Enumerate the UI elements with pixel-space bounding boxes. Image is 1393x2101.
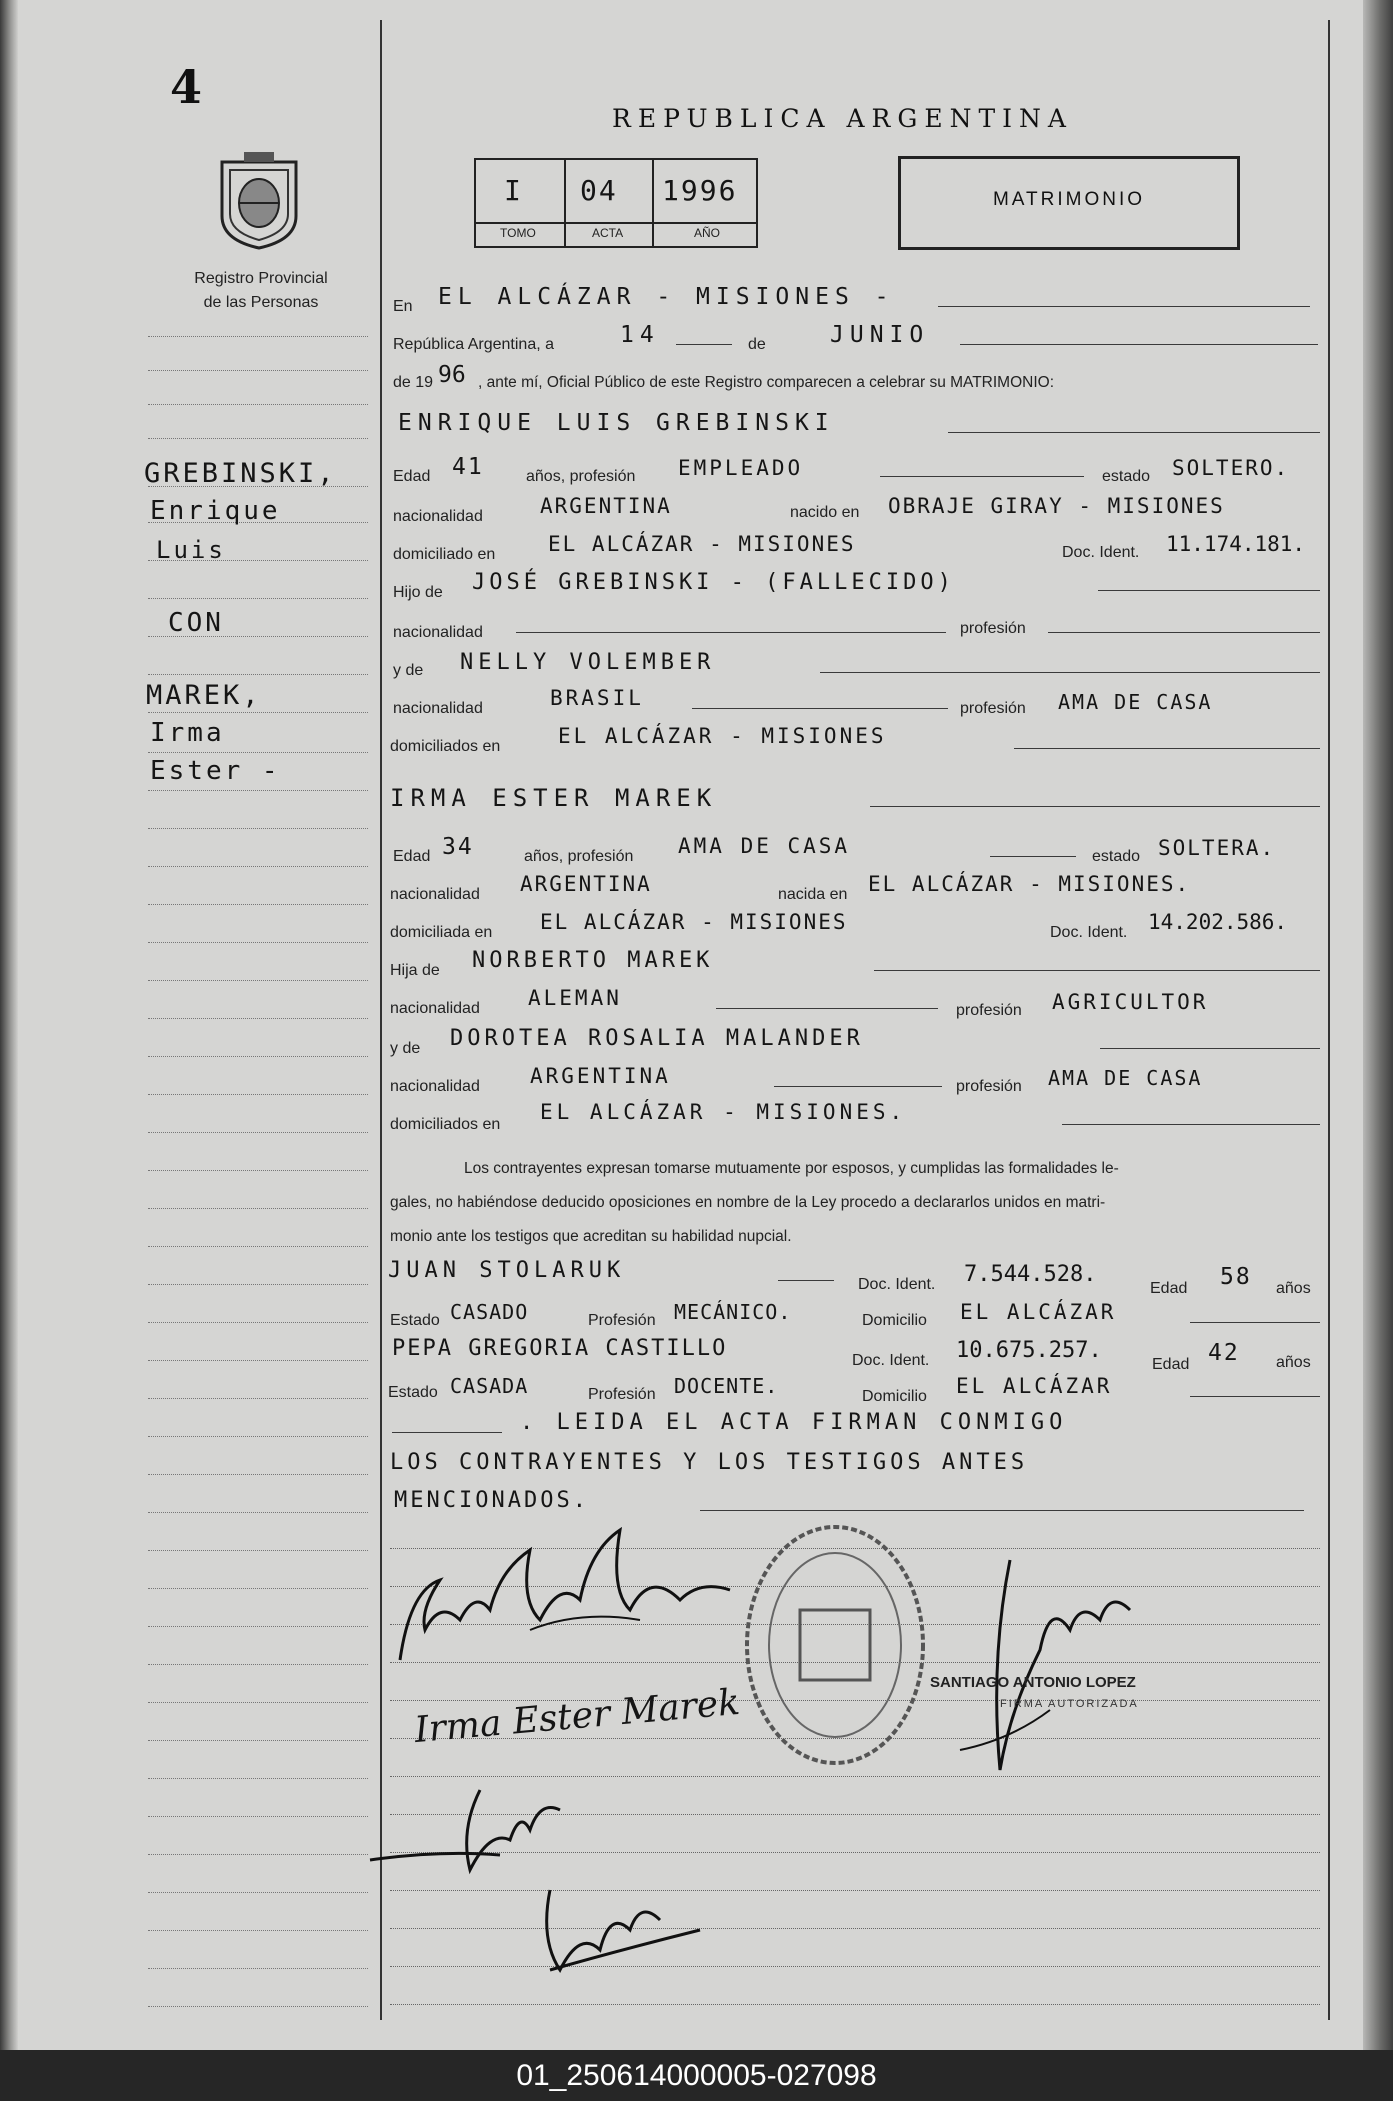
- stamp-name: SANTIAGO ANTONIO LOPEZ: [930, 1674, 1136, 1691]
- margin-first2: Irma: [150, 718, 225, 748]
- bride-edad-label: Edad: [393, 848, 431, 865]
- bride-mother-nac-label: nacionalidad: [390, 1078, 480, 1095]
- groom-nac-label: nacionalidad: [393, 508, 483, 525]
- groom-nacido-label: nacido en: [790, 504, 860, 521]
- groom-mother-prof-label: profesión: [960, 700, 1026, 717]
- bride-parents-domicile: EL ALCÁZAR - MISIONES.: [540, 1100, 907, 1124]
- bride-birthplace: EL ALCÁZAR - MISIONES.: [868, 872, 1191, 896]
- groom-doc-label: Doc. Ident.: [1062, 544, 1140, 561]
- declaration-line3: monio ante los testigos que acreditan su habilidad nupcial.: [390, 1228, 792, 1245]
- republica-label: República Argentina, a: [393, 336, 554, 353]
- intro-text: , ante mí, Oficial Público de este Registro comparecen a celebrar su MATRIMONIO:: [478, 374, 1055, 391]
- groom-doc: 11.174.181.: [1166, 532, 1306, 556]
- bride-dom-label: domiciliada en: [390, 924, 493, 941]
- bride-father-nac-label: nacionalidad: [390, 1000, 480, 1017]
- groom-mother-nationality: BRASIL: [550, 686, 644, 710]
- groom-mother-label: y de: [393, 662, 424, 679]
- groom-signature: [380, 1510, 740, 1680]
- page-right-edge: [1363, 0, 1393, 2050]
- official-stamp: [740, 1520, 930, 1770]
- groom-father-prof-label: profesión: [960, 620, 1026, 637]
- tomo-label: TOMO: [500, 226, 536, 240]
- stamp-title: FIRMA AUTORIZADA: [1000, 1698, 1139, 1710]
- groom-mother-profession: AMA DE CASA: [1058, 690, 1213, 714]
- witness2-doc-label: Doc. Ident.: [852, 1352, 930, 1369]
- groom-prof-label: años, profesión: [526, 468, 636, 485]
- margin-surname: GREBINSKI,: [144, 458, 337, 489]
- witness2-prof-label: Profesión: [588, 1386, 656, 1403]
- witness2-domicile: EL ALCÁZAR: [956, 1374, 1113, 1398]
- groom-father: JOSÉ GREBINSKI - (FALLECIDO): [472, 570, 955, 595]
- de-label: de: [748, 336, 766, 353]
- ano-label: AÑO: [694, 226, 721, 240]
- groom-estado-label: estado: [1102, 468, 1151, 485]
- acta-label: ACTA: [592, 226, 624, 240]
- witness2-estado: CASADA: [450, 1374, 529, 1398]
- official-signature: [950, 1540, 1150, 1800]
- groom-birthplace: OBRAJE GIRAY - MISIONES: [888, 494, 1225, 518]
- margin-first: Enrique: [150, 496, 281, 526]
- groom-mother-nac-label: nacionalidad: [393, 700, 483, 717]
- groom-profession: EMPLEADO: [678, 456, 804, 480]
- tomo-value: I: [504, 174, 521, 207]
- acta-value: 04: [580, 174, 618, 207]
- groom-name: ENRIQUE LUIS GREBINSKI: [398, 410, 835, 436]
- bride-profession: AMA DE CASA: [678, 834, 851, 858]
- witness1-doc: 7.544.528.: [964, 1262, 1097, 1287]
- groom-parents-dom-label: domiciliados en: [390, 738, 501, 755]
- bride-name: IRMA ESTER MAREK: [390, 784, 718, 812]
- bride-father: NORBERTO MAREK: [472, 948, 714, 973]
- witness2-dom-label: Domicilio: [862, 1388, 927, 1405]
- groom-age: 41: [452, 454, 484, 480]
- groom-dom-label: domiciliado en: [393, 546, 496, 563]
- witness1-profession: MECÁNICO.: [674, 1300, 792, 1324]
- groom-estado: SOLTERO.: [1172, 456, 1290, 480]
- bride-prof-label: años, profesión: [524, 848, 634, 865]
- en-label: En: [393, 298, 413, 315]
- witness1-anos-label: años: [1276, 1280, 1311, 1297]
- groom-nationality: ARGENTINA: [540, 494, 672, 518]
- bride-mother-label: y de: [390, 1040, 421, 1057]
- witness1-estado: CASADO: [450, 1300, 529, 1324]
- groom-father-nac-label: nacionalidad: [393, 624, 483, 641]
- bride-mother: DOROTEA ROSALIA MALANDER: [450, 1026, 864, 1051]
- witness1-domicile: EL ALCÁZAR: [960, 1300, 1117, 1324]
- witness2-name: PEPA GREGORIA CASTILLO: [392, 1336, 728, 1361]
- bride-nac-label: nacionalidad: [390, 886, 480, 903]
- witness1-estado-label: Estado: [390, 1312, 440, 1329]
- witness1-edad-label: Edad: [1150, 1280, 1188, 1297]
- groom-domicile: EL ALCÁZAR - MISIONES: [548, 532, 856, 556]
- bride-mother-profession: AMA DE CASA: [1048, 1066, 1203, 1090]
- closing-line3: MENCIONADOS.: [394, 1488, 589, 1513]
- bride-father-profession: AGRICULTOR: [1052, 990, 1209, 1014]
- witness2-doc: 10.675.257.: [956, 1338, 1102, 1363]
- witness1-prof-label: Profesión: [588, 1312, 656, 1329]
- margin-surname2: MAREK,: [146, 680, 262, 711]
- witness2-anos-label: años: [1276, 1354, 1311, 1371]
- bride-estado: SOLTERA.: [1158, 836, 1276, 860]
- groom-mother: NELLY VOLEMBER: [460, 650, 716, 675]
- witness1-dom-label: Domicilio: [862, 1312, 927, 1329]
- bride-father-prof-label: profesión: [956, 1002, 1022, 1019]
- bride-nationality: ARGENTINA: [520, 872, 652, 896]
- groom-father-label: Hijo de: [393, 584, 443, 601]
- type-label: MATRIMONIO: [992, 189, 1146, 210]
- bride-doc: 14.202.586.: [1148, 910, 1288, 934]
- bride-signature: Irma Ester Marek: [412, 1681, 742, 1752]
- margin-con: CON: [168, 608, 224, 638]
- month-value: JUNIO: [830, 322, 930, 348]
- bride-age: 34: [442, 834, 474, 860]
- right-border: [1328, 20, 1330, 2020]
- bride-parents-dom-label: domiciliados en: [390, 1116, 501, 1133]
- bride-mother-prof-label: profesión: [956, 1078, 1022, 1095]
- registry-line1: Registro Provincial: [194, 270, 328, 287]
- groom-parents-domicile: EL ALCÁZAR - MISIONES: [558, 724, 887, 748]
- groom-edad-label: Edad: [393, 468, 431, 485]
- year-prefix: de 19: [393, 374, 434, 391]
- witness1-name: JUAN STOLARUK: [388, 1258, 626, 1283]
- closing-line1: . LEIDA EL ACTA FIRMAN CONMIGO: [520, 1410, 1068, 1435]
- witness1-age: 58: [1220, 1264, 1252, 1290]
- type-box: [898, 156, 1240, 250]
- bride-estado-label: estado: [1092, 848, 1141, 865]
- declaration-line1: Los contrayentes expresan tomarse mutuamente por esposos, y cumplidas las formalidades le-: [464, 1160, 1119, 1177]
- ano-value: 1996: [662, 174, 738, 207]
- coat-of-arms-icon: [214, 148, 304, 252]
- bride-nacida-label: nacida en: [778, 886, 848, 903]
- declaration-line2: gales, no habiéndose deducido oposiciones en nombre de la Ley procedo a declararlos unidos en matri-: [390, 1194, 1106, 1211]
- bride-doc-label: Doc. Ident.: [1050, 924, 1128, 941]
- margin-middle: Luis: [156, 536, 226, 564]
- witness2-profession: DOCENTE.: [674, 1374, 779, 1398]
- margin-divider: [380, 20, 382, 2020]
- page-number: 4: [170, 60, 203, 114]
- record-box: [474, 158, 758, 248]
- witness2-signature: [530, 1870, 730, 1990]
- country-title: REPUBLICA ARGENTINA: [612, 104, 1073, 133]
- margin-middle2: Ester -: [150, 756, 281, 786]
- witness2-edad-label: Edad: [1152, 1356, 1190, 1373]
- bride-domicile: EL ALCÁZAR - MISIONES: [540, 910, 848, 934]
- registry-line2: de las Personas: [203, 294, 319, 311]
- witness1-doc-label: Doc. Ident.: [858, 1276, 936, 1293]
- closing-line2: LOS CONTRAYENTES Y LOS TESTIGOS ANTES: [390, 1450, 1029, 1475]
- place-value: EL ALCÁZAR - MISIONES -: [438, 284, 895, 310]
- witness2-estado-label: Estado: [388, 1384, 438, 1401]
- footer-id: 01_250614000005-027098: [0, 2050, 1393, 2101]
- page-left-edge: [0, 0, 18, 2050]
- bride-mother-nationality: ARGENTINA: [530, 1064, 671, 1088]
- witness2-age: 42: [1208, 1340, 1240, 1366]
- year-suffix: 96: [438, 362, 466, 388]
- day-value: 14: [620, 322, 660, 348]
- bride-father-nationality: ALEMAN: [528, 986, 622, 1010]
- bride-father-label: Hija de: [390, 962, 440, 979]
